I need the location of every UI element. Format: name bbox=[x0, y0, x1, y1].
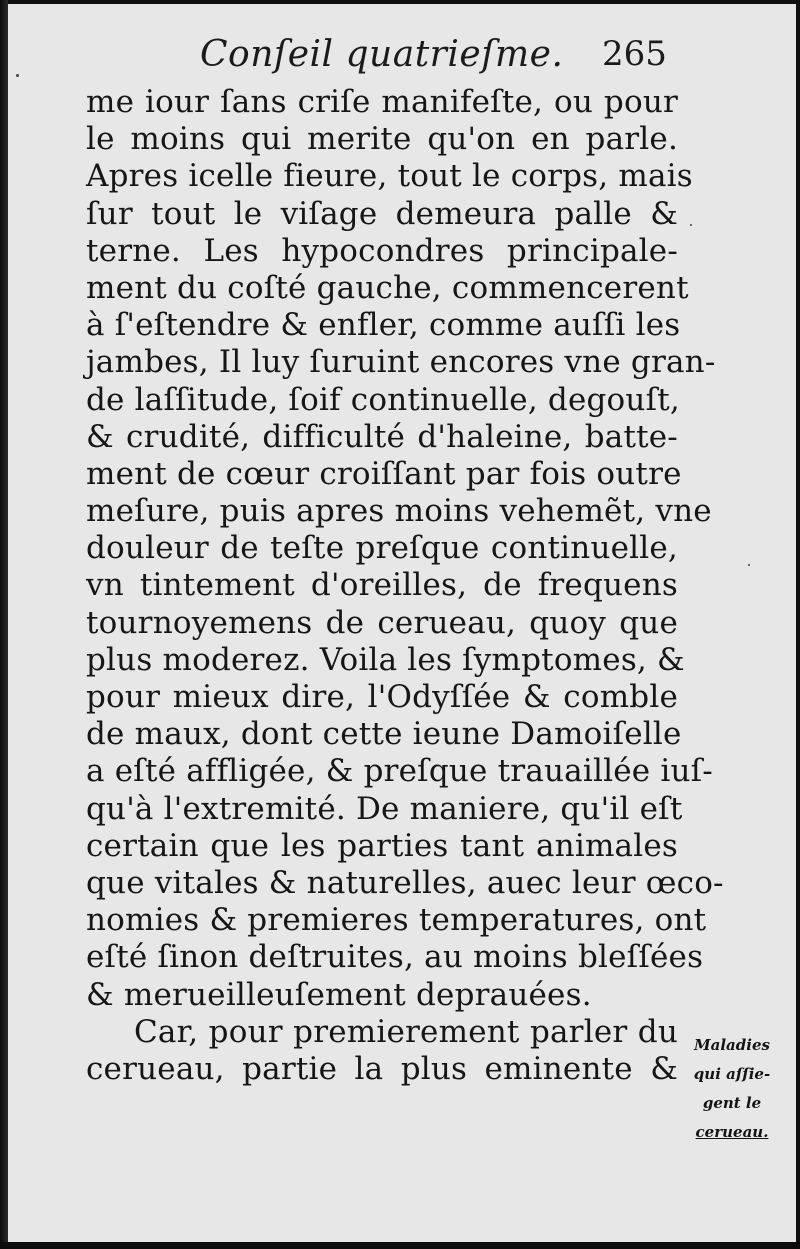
text-line: qu'à l'extremité. De maniere, qu'il eſt bbox=[86, 790, 683, 827]
running-title: Conſeil quatrieſme. bbox=[200, 34, 564, 75]
margin-note-line: cerueau. bbox=[695, 1123, 769, 1141]
margin-note-line: qui aſſie- bbox=[693, 1065, 771, 1083]
text-line: le moins qui merite qu'on en parle. bbox=[86, 121, 678, 158]
margin-note bbox=[684, 1031, 780, 1147]
margin-note-line: gent le bbox=[702, 1094, 762, 1112]
text-line: a eſté affligée, & preſque trauaillée iuſ- bbox=[86, 753, 713, 790]
text-line: vn tintement d'oreilles, de frequens bbox=[86, 567, 678, 604]
text-line: me iour ſans criſe manifeſte, ou pour bbox=[86, 84, 678, 120]
text-line: de maux, dont cette ieune Damoiſelle bbox=[86, 716, 682, 753]
text-line: pour mieux dire, l'Odyſſée & comble bbox=[86, 679, 678, 715]
running-head bbox=[8, 34, 796, 84]
text-line-paragraph-start: Car, pour premierement parler du bbox=[134, 1013, 678, 1050]
paper-speck bbox=[748, 564, 750, 566]
paper-speck bbox=[690, 224, 692, 226]
page-number: 265 bbox=[602, 34, 667, 74]
text-line: cerueau, partie la plus eminente & bbox=[86, 1050, 678, 1087]
book-page bbox=[8, 4, 796, 1242]
text-line: douleur de teſte preſque continuelle, bbox=[86, 530, 678, 567]
text-line: & crudité, difficulté d'haleine, batte- bbox=[86, 418, 678, 455]
text-line-paragraph-end: & merueilleuſement deprauées. bbox=[86, 976, 592, 1013]
scan-bottom-edge bbox=[0, 1242, 800, 1249]
text-line: eſté ſinon deſtruites, au moins bleſſées bbox=[86, 939, 704, 976]
text-line: de laſſitude, ſoif continuelle, degouſt, bbox=[86, 381, 680, 418]
text-line: nomies & premieres temperatures, ont bbox=[86, 902, 707, 939]
scan-left-edge bbox=[0, 0, 8, 1249]
text-line: tournoyemens de cerueau, quoy que bbox=[86, 604, 678, 641]
text-line: ment de cœur croiſſant par fois outre bbox=[86, 455, 682, 492]
text-line: Apres icelle fieure, tout le corps, mais bbox=[86, 158, 693, 195]
margin-note-line: Maladies bbox=[694, 1036, 770, 1054]
text-line: terne. Les hypocondres principale- bbox=[86, 232, 678, 269]
text-line: jambes, Il luy ſuruint encores vne gran- bbox=[86, 344, 716, 381]
text-line: plus moderez. Voila les ſymptomes, & bbox=[86, 641, 685, 678]
text-line: ment du coſté gauche, commencerent bbox=[86, 269, 689, 306]
text-line: meſure, puis apres moins vehemẽt, vne bbox=[86, 493, 712, 530]
text-line: à ſ'eſtendre & enfler, comme auſſi les bbox=[86, 307, 681, 344]
body-text bbox=[86, 84, 724, 1088]
text-line: que vitales & naturelles, auec leur œco- bbox=[86, 864, 724, 901]
text-line: ſur tout le viſage demeura palle & bbox=[86, 195, 678, 232]
text-line: certain que les parties tant animales bbox=[86, 827, 678, 864]
